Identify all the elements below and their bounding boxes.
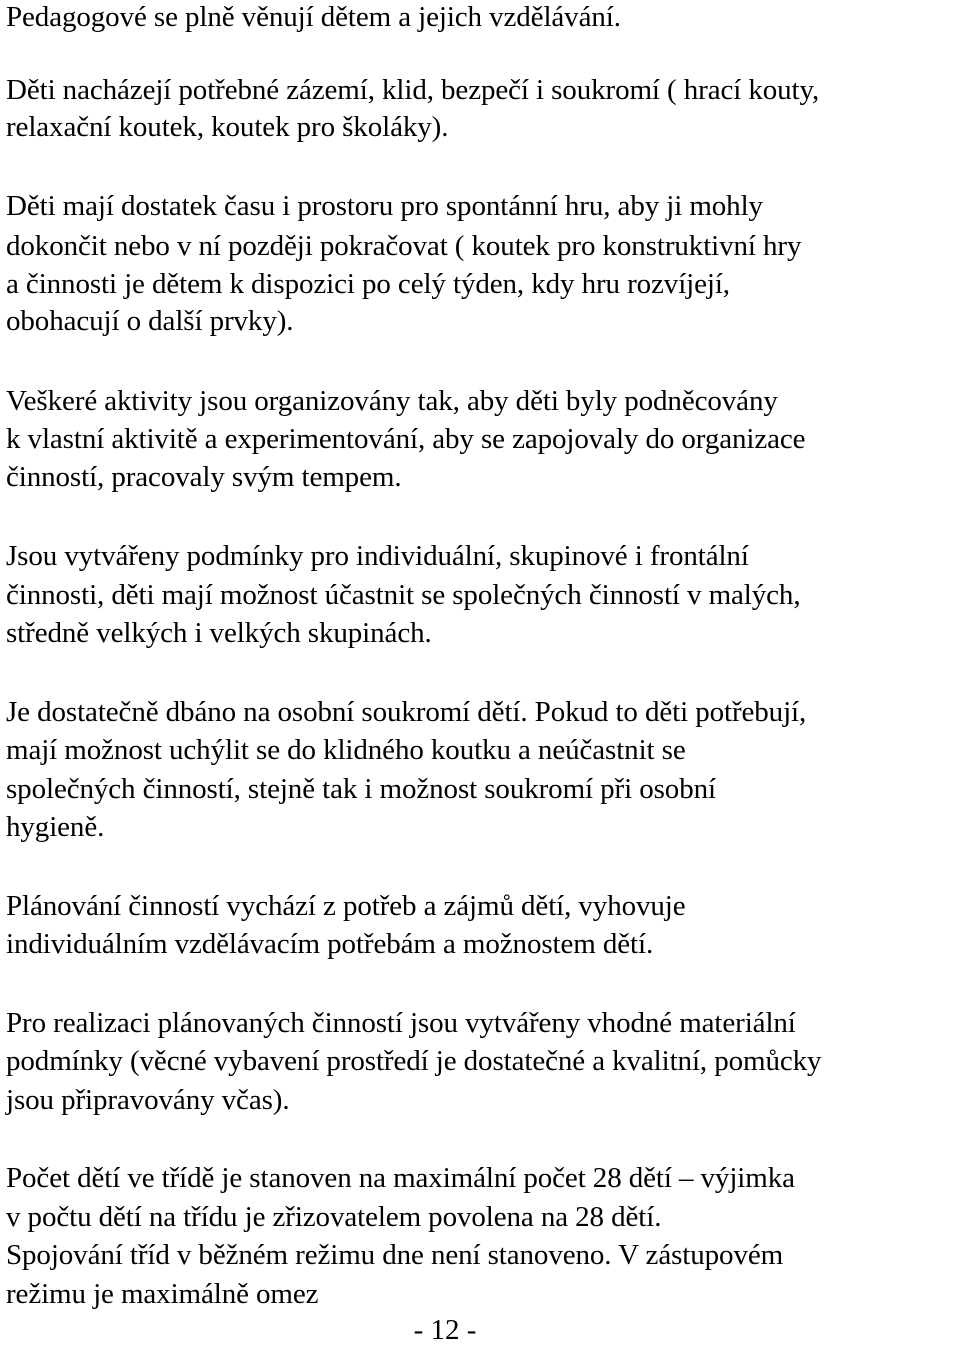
paragraph-6-line-3: společných činností, stejně tak i možnost soukromí při osobní	[6, 773, 716, 805]
paragraph-3-line-3: a činnosti je dětem k dispozici po celý týden, kdy hru rozvíjejí,	[6, 268, 730, 300]
paragraph-2-line-1: Děti nacházejí potřebné zázemí, klid, bezpečí i soukromí ( hrací kouty,	[6, 74, 820, 106]
paragraph-9-line-3: Spojování tříd v běžném režimu dne není stanoveno. V zástupovém	[6, 1239, 784, 1271]
paragraph-3-line-4: obohacují o další prvky).	[6, 305, 294, 337]
paragraph-8-line-2: podmínky (věcné vybavení prostředí je dostatečné a kvalitní, pomůcky	[6, 1045, 822, 1077]
paragraph-7-line-1: Plánování činností vychází z potřeb a zájmů dětí, vyhovuje	[6, 890, 686, 922]
paragraph-6-line-4: hygieně.	[6, 811, 105, 843]
paragraph-2-line-2: relaxační koutek, koutek pro školáky).	[6, 111, 449, 143]
paragraph-8-line-3: jsou připravovány včas).	[6, 1084, 290, 1116]
paragraph-5-line-1: Jsou vytvářeny podmínky pro individuální, skupinové i frontální	[6, 540, 749, 572]
paragraph-4-line-2: k vlastní aktivitě a experimentování, aby se zapojovaly do organizace	[6, 423, 806, 455]
paragraph-1-line-1: Pedagogové se plně věnují dětem a jejich vzdělávání.	[6, 1, 621, 33]
paragraph-9-line-4: režimu je maximálně omez	[6, 1278, 319, 1310]
paragraph-3-line-2: dokončit nebo v ní později pokračovat ( koutek pro konstruktivní hry	[6, 230, 802, 262]
paragraph-5-line-3: středně velkých i velkých skupinách.	[6, 617, 432, 649]
paragraph-4-line-1: Veškeré aktivity jsou organizovány tak, aby děti byly podněcovány	[6, 385, 778, 417]
paragraph-3-line-1: Děti mají dostatek času i prostoru pro spontánní hru, aby ji mohly	[6, 190, 763, 222]
page-number: - 12 -	[413, 1314, 477, 1346]
paragraph-8-line-1: Pro realizaci plánovaných činností jsou vytvářeny vhodné materiální	[6, 1007, 796, 1039]
paragraph-9-line-1: Počet dětí ve třídě je stanoven na maximální počet 28 dětí – výjimka	[6, 1162, 795, 1194]
paragraph-9-line-2: v počtu dětí na třídu je zřizovatelem povolena na 28 dětí.	[6, 1201, 662, 1233]
paragraph-6-line-2: mají možnost uchýlit se do klidného koutku a neúčastnit se	[6, 734, 686, 766]
paragraph-5-line-2: činnosti, děti mají možnost účastnit se společných činností v malých,	[6, 579, 801, 611]
paragraph-7-line-2: individuálním vzdělávacím potřebám a možnostem dětí.	[6, 928, 654, 960]
paragraph-6-line-1: Je dostatečně dbáno na osobní soukromí dětí. Pokud to děti potřebují,	[6, 696, 807, 728]
paragraph-4-line-3: činností, pracovaly svým tempem.	[6, 461, 402, 493]
